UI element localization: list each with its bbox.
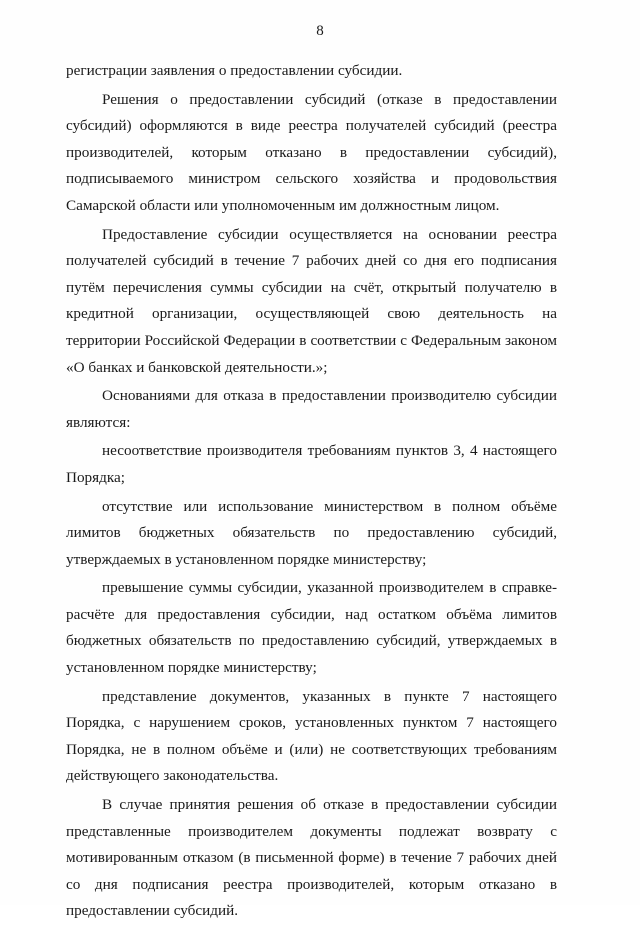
paragraph-refusal-grounds: Основаниями для отказа в предоставлении производителю субсидии являются: (66, 387, 557, 431)
paragraph-payment: Предоставление субсидии осуществляется на основании реестра получателей субсидий в течение 7 рабочих дней со дня его подписания путём перечисления суммы субсидии на счёт, открытый получателю в кредитной организации, осуществляющей свою деятельность на территории Российской Федерации в соответствии с Федеральным законом «О банках и банковской деятельности.»; (66, 225, 557, 376)
paragraph-noncompliance: несоответствие производителя требованиям пунктов 3, 4 настоящего Порядка; (66, 442, 557, 486)
paragraph-return-documents: В случае принятия решения об отказе в предоставлении субсидии представленные производителем документы подлежат возврату с мотивированным отказом (в письменной форме) в течение 7 рабочих дней со дня подписания реестра производителей, которым отказано в предоставлении субсидий. (66, 796, 557, 920)
page-number: 8 (316, 23, 324, 39)
paragraph-documents-violation: представление документов, указанных в пункте 7 настоящего Порядка, с нарушением сроков, установленных пунктом 7 настоящего Порядка, не в полном объёме и (или) не соответствующих требованиям действующего законодательства. (66, 687, 557, 785)
paragraph-decisions: Решения о предоставлении субсидий (отказе в предоставлении субсидий) оформляются в виде реестра получателей субсидий (реестра производителей, которым отказано в предоставлении субсидий), подписываемого министром сельского хозяйства и продовольствия Самарской области или уполномоченным им должностным лицом. (66, 90, 557, 214)
paragraph-excess-sum: превышение суммы субсидии, указанной производителем в справке-расчёте для предоставления субсидии, над остатком объёма лимитов бюджетных обязательств по предоставлению субсидий, утверждаемых в установленном порядке министерству; (66, 579, 557, 677)
document-body (66, 58, 557, 925)
paragraph-registration-continuation: регистрации заявления о предоставлении субсидии. (66, 62, 403, 79)
paragraph-limits: отсутствие или использование министерством в полном объёме лимитов бюджетных обязательств по предоставлению субсидий, утверждаемых в установленном порядке министерству; (66, 497, 557, 568)
